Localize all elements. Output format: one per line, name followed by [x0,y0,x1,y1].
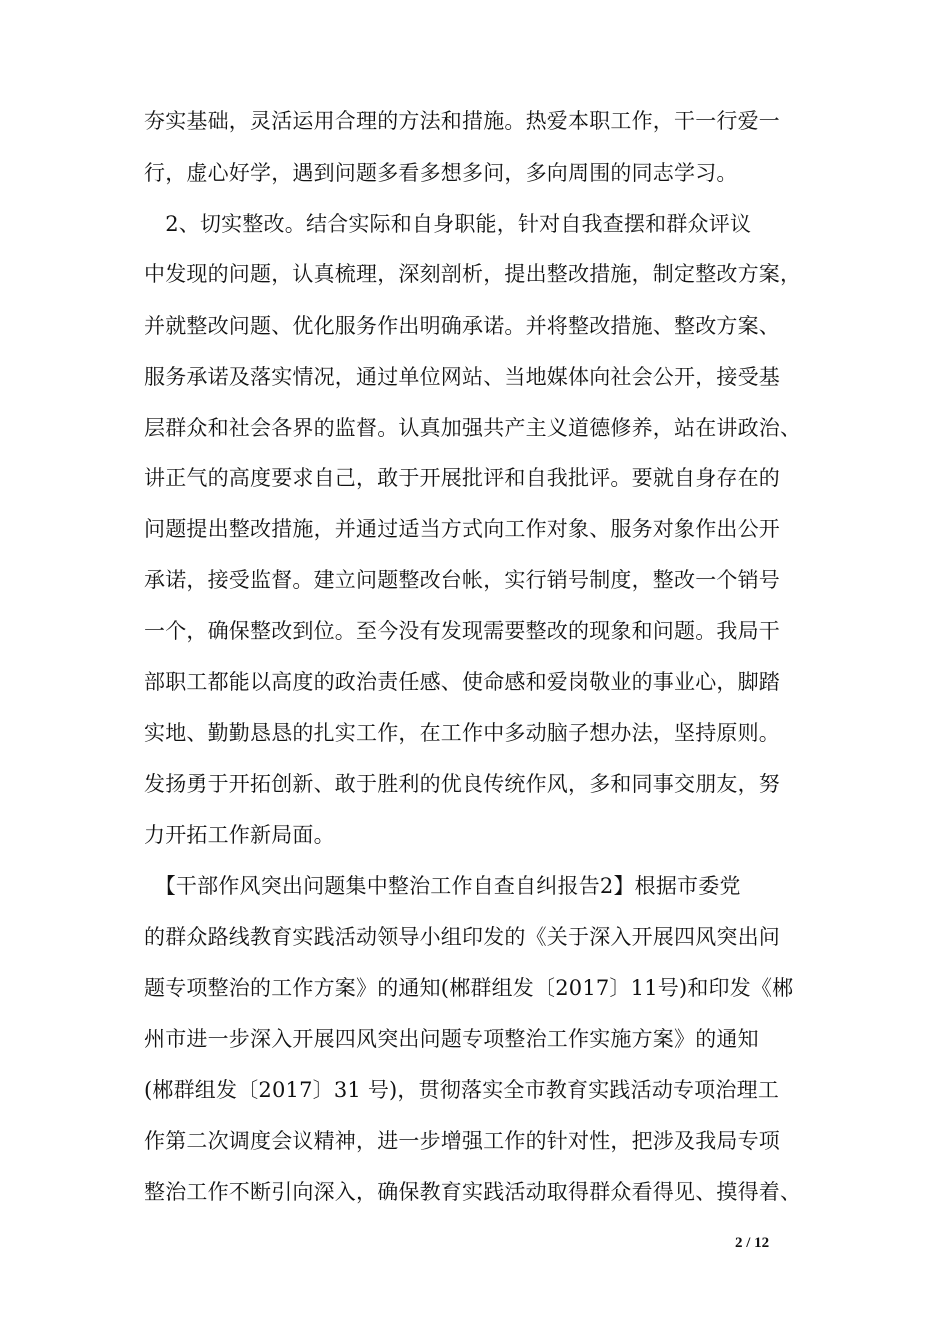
text-line: 并就整改问题、优化服务作出明确承诺。并将整改措施、整改方案、 [144,314,780,338]
text-line: 中发现的问题，认真梳理，深刻剖析，提出整改措施，制定整改方案， [144,262,802,286]
text-line: 层群众和社会各界的监督。认真加强共产主义道德修养，站在讲政治、 [144,416,802,440]
text-line: 讲正气的高度要求自己，敢于开展批评和自我批评。要就自身存在的 [144,466,780,490]
text-line: 力开拓工作新局面。 [144,823,335,847]
text-line: 夯实基础，灵活运用合理的方法和措施。热爱本职工作，干一行爱一 [144,109,780,133]
text-line: 行，虚心好学，遇到问题多看多想多问，多向周围的同志学习。 [144,161,738,185]
text-line: 一个，确保整改到位。至今没有发现需要整改的现象和问题。我局干 [144,619,780,643]
text-line: 实地、勤勤恳恳的扎实工作，在工作中多动脑子想办法，坚持原则。 [144,721,780,745]
text-line: 服务承诺及落实情况，通过单位网站、当地媒体向社会公开，接受基 [144,365,780,389]
text-line: 发扬勇于开拓创新、敢于胜利的优良传统作风，多和同事交朋友，努 [144,772,780,796]
page-number: 2 / 12 [735,1235,770,1251]
text-line: 州市进一步深入开展四风突出问题专项整治工作实施方案》的通知 [144,1027,759,1051]
text-line: 部职工都能以高度的政治责任感、使命感和爱岗敬业的事业心，脚踏 [144,670,780,694]
text-line: 的群众路线教育实践活动领导小组印发的《关于深入开展四风突出问 [144,925,780,949]
text-line: 整治工作不断引向深入，确保教育实践活动取得群众看得见、摸得着、 [144,1180,802,1204]
text-line: 题专项整治的工作方案》的通知(郴群组发〔2017〕11号)和印发《郴 [144,976,794,1000]
text-line: 作第二次调度会议精神，进一步增强工作的针对性，把涉及我局专项 [144,1129,780,1153]
text-line: 承诺，接受监督。建立问题整改台帐，实行销号制度，整改一个销号 [144,568,780,592]
text-line: 问题提出整改措施，并通过适当方式向工作对象、服务对象作出公开 [144,517,780,541]
text-line: 【干部作风突出问题集中整治工作自查自纠报告2】根据市委党 [144,874,741,898]
text-line: 2、切实整改。结合实际和自身职能，针对自我查摆和群众评议 [144,212,752,236]
text-line: (郴群组发〔2017〕31 号)，贯彻落实全市教育实践活动专项治理工 [144,1078,780,1102]
